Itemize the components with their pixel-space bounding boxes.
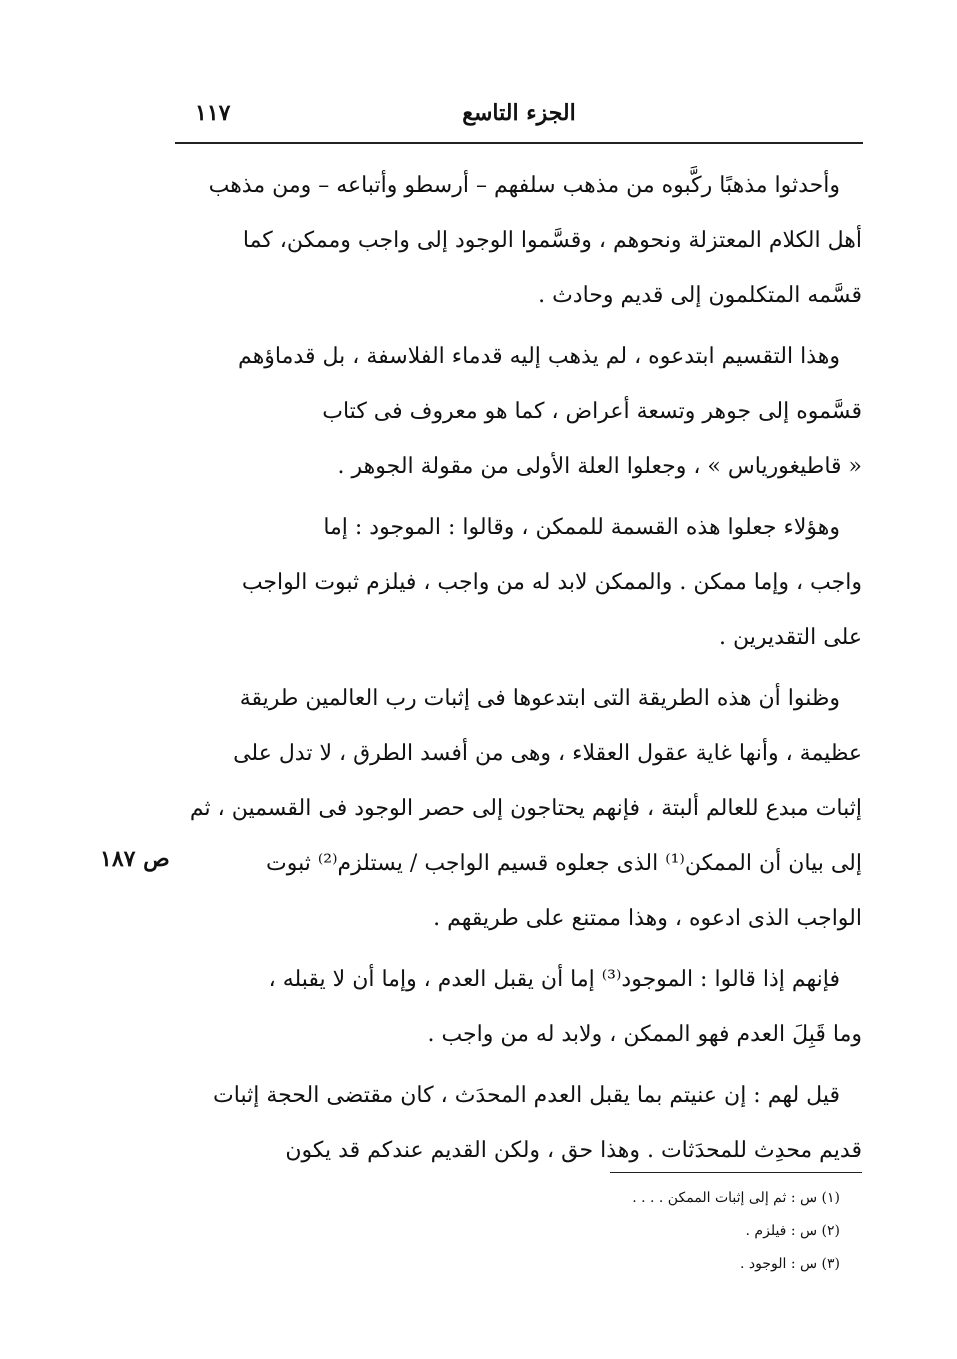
text-line: قسَّمه المتكلمون إلى قديم وحادث . xyxy=(538,283,862,308)
text-line: « قاطيغورياس » ، وجعلوا العلة الأولى من مقولة الجوهر . xyxy=(337,454,862,479)
footnote: (٣) س : الوجود . xyxy=(739,1256,840,1272)
text-line: إلى بيان أن الممكن⁽¹⁾ الذى جعلوه قسيم الواجب / يستلزم⁽²⁾ ثبوت xyxy=(266,851,862,876)
text-line: وأحدثوا مذهبًا ركَّبوه من مذهب سلفهم – أرسطو وأتباعه – ومن مذهب xyxy=(208,173,840,198)
footnotes xyxy=(560,1182,840,1281)
paragraph xyxy=(190,329,862,494)
text-line: قيل لهم : إن عنيتم بما يقبل العدم المحدَث ، كان مقتضى الحجة إثبات xyxy=(213,1083,840,1108)
text-line: أهل الكلام المعتزلة ونحوهم ، وقسَّموا الوجود إلى واجب وممكن، كما xyxy=(242,228,862,253)
footnote: (٢) س : فيلزم . xyxy=(745,1223,840,1239)
text-line: وظنوا أن هذه الطريقة التى ابتدعوها فى إثبات رب العالمين طريقة xyxy=(239,686,840,711)
text-line: وما قَبِلَ العدم فهو الممكن ، ولابد له من واجب . xyxy=(427,1022,862,1047)
text-line: قديم محدِث للمحدَثات . وهذا حق ، ولكن القديم عندكم قد يكون xyxy=(285,1138,862,1163)
text-line: عظيمة ، وأنها غاية عقول العقلاء ، وهى من أفسد الطرق ، لا تدل على xyxy=(233,741,862,766)
main-text xyxy=(190,158,862,1184)
footnote-divider xyxy=(610,1172,862,1173)
text-line: وهذا التقسيم ابتدعوه ، لم يذهب إليه قدماء الفلاسفة ، بل قدماؤهم xyxy=(238,344,840,369)
text-line: واجب ، وإما ممكن . والممكن لابد له من واجب ، فيلزم ثبوت الواجب xyxy=(241,570,862,595)
paragraph xyxy=(190,671,862,946)
paragraph xyxy=(190,952,862,1062)
text-line: الواجب الذى ادعوه ، وهذا ممتنع على طريقهم . xyxy=(433,906,862,931)
paragraph xyxy=(190,500,862,665)
text-line: فإنهم إذا قالوا : الموجود⁽³⁾ إما أن يقبل العدم ، وإما أن لا يقبله ، xyxy=(268,967,840,992)
running-title: الجزء التاسع xyxy=(462,100,576,126)
text-line: قسَّموه إلى جوهر وتسعة أعراض ، كما هو معروف فى كتاب xyxy=(322,399,862,424)
page-number: ١١٧ xyxy=(195,100,231,126)
text-line: وهؤلاء جعلوا هذه القسمة للممكن ، وقالوا : الموجود : إما xyxy=(323,515,840,540)
page-header xyxy=(175,100,863,144)
paragraph xyxy=(190,1068,862,1178)
paragraph xyxy=(190,158,862,323)
margin-page-reference: ص ١٨٧ xyxy=(100,846,170,872)
text-line: على التقديرين . xyxy=(719,625,862,650)
text-line: إثبات مبدع للعالم ألبتة ، فإنهم يحتاجون إلى حصر الوجود فى القسمين ، ثم xyxy=(190,796,862,821)
footnote: (١) س : ثم إلى إثبات الممكن . . . . xyxy=(632,1190,840,1206)
